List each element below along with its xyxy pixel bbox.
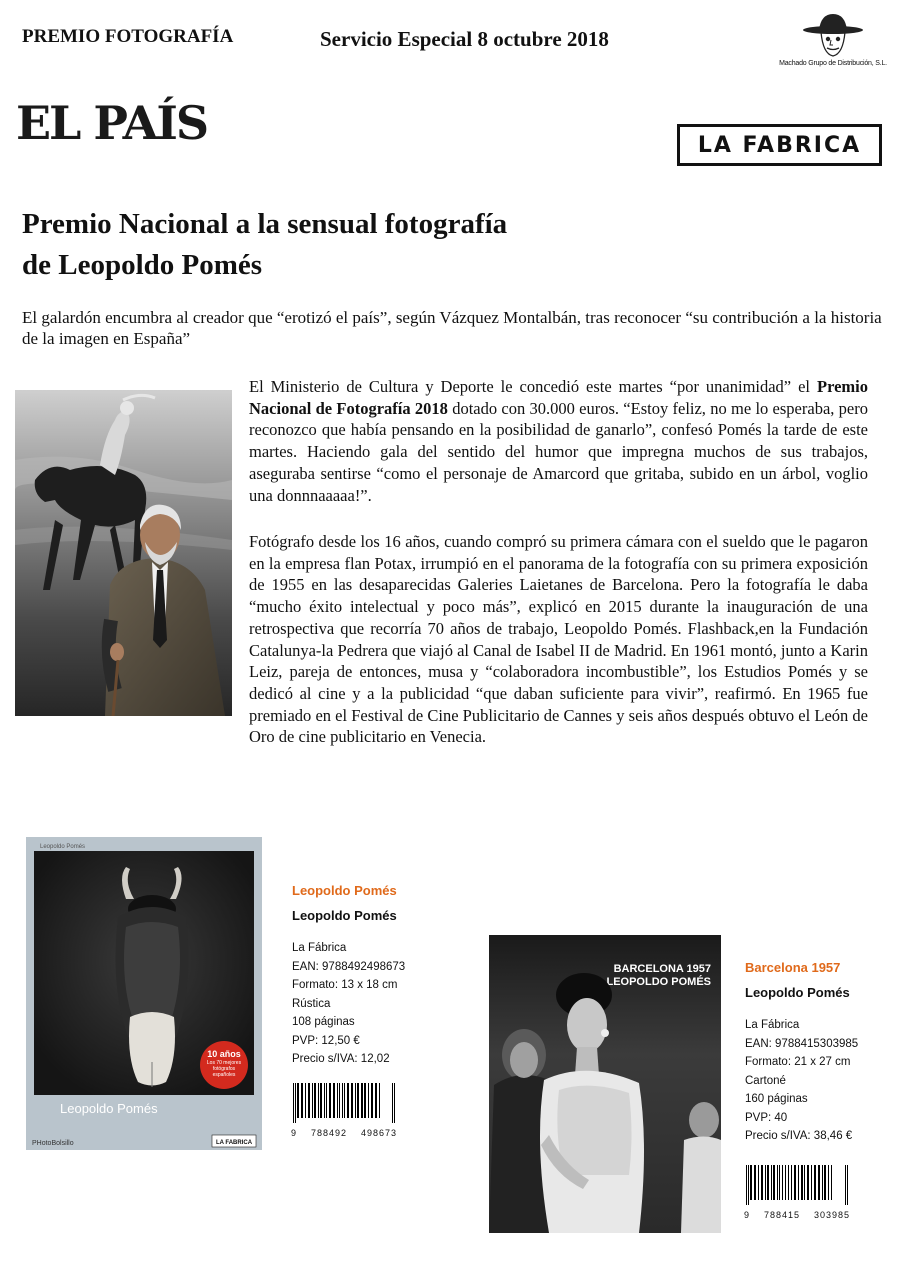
cover-top-text: Leopoldo Pomés — [40, 844, 86, 850]
el-pais-logo: EL PAÍS — [16, 96, 208, 150]
article-headline — [22, 204, 722, 286]
book-title: Barcelona 1957 — [745, 960, 841, 975]
book-pvp: PVP: 12,50 € — [292, 1034, 360, 1047]
article-paragraph-1: El Ministerio de Cultura y Deporte le concedió este martes “por unanimidad” el Premio Nacional de Fotografía 2018 dotado con 30.000 euros. “Estoy feliz, no me lo esperaba, pero reconozco que había pensando en la posibilidad de ganarlo”, confesó Pomés la tarde de este martes. Haciendo gala del sentido del humor que impregna muchos de sus trabajos, aseguraba sentirse “como el personaje de Amarcord que gritaba, subido en un árbol, voglio una donnnaaaaa!”. — [249, 377, 868, 505]
article-subtitle: El galardón encumbra al creador que “erotizó el país”, según Vázquez Montalbán, tras reconocer “su contribución a la historia de la imagen en España” — [22, 308, 882, 348]
book-title: Leopoldo Pomés — [292, 883, 397, 898]
book-cover-leopoldo-pomes: Leopoldo Pomés 10 años Los 70 mejores fotógrafos españoles Leopoldo Pomés PHotoBolsillo LA FABRICA — [26, 837, 262, 1150]
book-author: Leopoldo Pomés — [292, 908, 397, 923]
la-fabrica-logo: LA FABRICA — [677, 124, 882, 166]
book-cover-barcelona-1957 — [489, 935, 721, 1233]
headline-line-2: de Leopoldo Pomés — [22, 249, 263, 281]
distributor-name: Machado Grupo de Distribución, S.L. — [779, 60, 887, 67]
book-price-net: Precio s/IVA: 12,02 — [292, 1053, 390, 1065]
cover-imprint: LA FABRICA — [215, 1140, 253, 1146]
book-format: Formato: 13 x 18 cm — [292, 979, 398, 991]
header-section-label: PREMIO FOTOGRAFÍA — [22, 26, 234, 47]
award-name: Premio Nacional de Fotografía 2018 — [249, 377, 868, 418]
book-price-net: Precio s/IVA: 38,46 € — [745, 1130, 853, 1142]
cover-author: LEOPOLDO POMÉS — [606, 976, 711, 988]
cover-title: BARCELONA 1957 — [613, 963, 711, 975]
book-publisher: La Fábrica — [745, 1019, 800, 1031]
barcode-2: 9 788415 303985 — [744, 1165, 854, 1220]
book-info-1 — [292, 883, 405, 1069]
book-ean: EAN: 9788415303985 — [745, 1037, 859, 1050]
book-info-2 — [745, 960, 858, 1146]
book-pvp: PVP: 40 — [745, 1111, 788, 1124]
barcode-bars — [744, 1165, 850, 1205]
book-author: Leopoldo Pomés — [745, 985, 850, 1000]
article-paragraph-2: Fotógrafo desde los 16 años, cuando compró su primera cámara con el sueldo que le pagaron en la empresa flan Potax, irrumpió en el panorama de la fotografía con su primera exposición de 1955 en las desaparecidas Galeries Laietanes de Barcelona. Pero la fotografía le daba “mucho éxito intelectual y poco más”, explicó en 2015 durante la inauguración de una retrospectiva que recorría 70 años de trabajo, Leopoldo Pomés. Flashback,en la Fundación Catalunya-la Pedrera que viajó al Canal de Isabel II de Madrid. En 1961 montó, junto a Karin Leiz, pareja de entonces, musa y “colaboradora incombustible”, los Estudios Pomés y se dedicó al cine y a la publicidad “que daban suficiente para vivir”, reafirmó. En 1965 fue premiado en el Festival de Cine Publicitario de Cannes y seis años después obtuvo el León de Oro de cine publicitario en Venecia. — [249, 532, 868, 747]
book-binding: Rústica — [292, 997, 331, 1010]
man-with-hat-icon — [801, 10, 865, 60]
headline-line-1: Premio Nacional a la sensual fotografía — [22, 208, 508, 240]
book-binding: Cartoné — [745, 1074, 786, 1087]
cover-author-name: Leopoldo Pomés — [60, 1101, 158, 1116]
photographer-portrait-image — [15, 390, 232, 716]
cover-series-name: PHotoBolsillo — [32, 1140, 74, 1147]
book-pages: 160 páginas — [745, 1093, 808, 1105]
header-service-date: Servicio Especial 8 octubre 2018 — [320, 27, 609, 51]
book-format: Formato: 21 x 27 cm — [745, 1056, 851, 1068]
barcode-bars — [291, 1083, 397, 1123]
book-ean: EAN: 9788492498673 — [292, 960, 406, 973]
distributor-logo — [778, 10, 888, 80]
book-publisher: La Fábrica — [292, 942, 347, 954]
barcode-1: 9 788492 498673 — [291, 1083, 401, 1138]
book-pages: 108 páginas — [292, 1016, 355, 1028]
svg-text:10 años: 10 años — [207, 1049, 241, 1059]
